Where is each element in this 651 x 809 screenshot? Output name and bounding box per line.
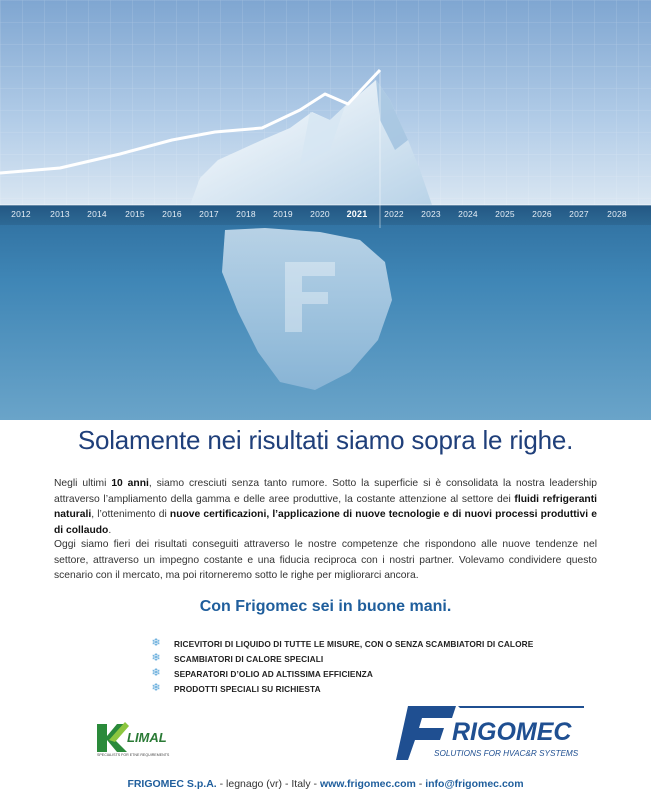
year-label: 2019	[273, 209, 293, 219]
year-label: 2020	[310, 209, 330, 219]
year-label: 2027	[569, 209, 589, 219]
klimal-wordmark: LIMAL	[127, 730, 167, 745]
feature-text: PRODOTTI SPECIALI SU RICHIESTA	[174, 683, 321, 694]
year-label: 2023	[421, 209, 441, 219]
text-run: .	[108, 524, 112, 536]
frigomec-wordmark: RIGOMEC	[452, 718, 572, 746]
year-label: 2016	[162, 209, 182, 219]
feature-text: SEPARATORI D’OLIO AD ALTISSIMA EFFICIENZA	[174, 668, 373, 679]
company-name: FRIGOMEC S.p.A.	[127, 778, 217, 790]
year-label: 2013	[50, 209, 70, 219]
year-label: 2028	[607, 209, 627, 219]
year-label: 2018	[236, 209, 256, 219]
footer	[0, 778, 651, 790]
list-item	[150, 651, 533, 666]
snowflake-icon: ❄	[151, 667, 161, 679]
text-run: , l’ottenimento di	[91, 509, 170, 520]
year-label: 2012	[11, 209, 31, 219]
bold-text: nuove certificazioni, l’applicazione di nuove tecnologie e di nuovi processi produttivi e di collaudo	[54, 509, 597, 536]
snowflake-icon: ❄	[151, 682, 161, 694]
footer-address: - legnago (vr) - Italy -	[216, 778, 320, 790]
email-link[interactable]: info@frigomec.com	[425, 778, 524, 790]
body-paragraph: Oggi siamo fieri dei risultati conseguiti attraverso le nostre competenze che rispondono alle nuove tendenze nel settore, attraverso un impegno costante e una fiducia reciproca con i nostri partner. Volevamo condividere questo scenario con il mercato, ma poi ritorneremo sotto le righe per migliorarci ancora.	[54, 539, 597, 581]
list-item	[150, 666, 533, 681]
frigomec-tagline: SOLUTIONS FOR HVAC&R SYSTEMS	[434, 749, 579, 758]
subheadline: Con Frigomec sei in buone mani.	[199, 598, 452, 615]
text-run: , siamo cresciuti senza tanto rumore. Sotto la superficie si è consolidata la nostra leadership attraverso l’ampliamento della gamma e delle aree produttive, la costante attenzione al settore dei	[54, 478, 597, 505]
year-label: 2024	[458, 209, 478, 219]
feature-text: RICEVITORI DI LIQUIDO DI TUTTE LE MISURE, CON O SENZA SCAMBIATORI DI CALORE	[174, 638, 534, 649]
bold-text: fluidi refrigeranti naturali	[54, 493, 598, 520]
year-label: 2025	[495, 209, 515, 219]
headline: Solamente nei risultati siamo sopra le righe.	[77, 425, 574, 455]
snowflake-icon: ❄	[151, 652, 161, 664]
website-link[interactable]: www.frigomec.com	[319, 778, 416, 790]
year-axis	[0, 207, 651, 225]
year-label: 2014	[87, 209, 107, 219]
bold-text: 10 anni	[111, 478, 149, 489]
year-label-highlight: 2021	[346, 209, 368, 219]
year-label: 2017	[199, 209, 219, 219]
footer-separator: -	[415, 778, 426, 790]
intro-paragraph	[54, 476, 597, 538]
list-item	[150, 681, 533, 696]
year-label: 2022	[384, 209, 404, 219]
year-label: 2015	[125, 209, 145, 219]
klimal-tagline: SPECIALISTS FOR ETNE REQUIREMENTS	[97, 753, 170, 757]
feature-text: SCAMBIATORI DI CALORE SPECIALI	[174, 653, 324, 664]
text-run: Negli ultimi	[54, 478, 112, 489]
frigomec-logo	[394, 702, 584, 762]
klimal-logo	[95, 718, 185, 758]
year-label: 2026	[532, 209, 552, 219]
list-item	[150, 636, 533, 651]
feature-list	[150, 636, 533, 696]
snowflake-icon: ❄	[151, 637, 161, 649]
